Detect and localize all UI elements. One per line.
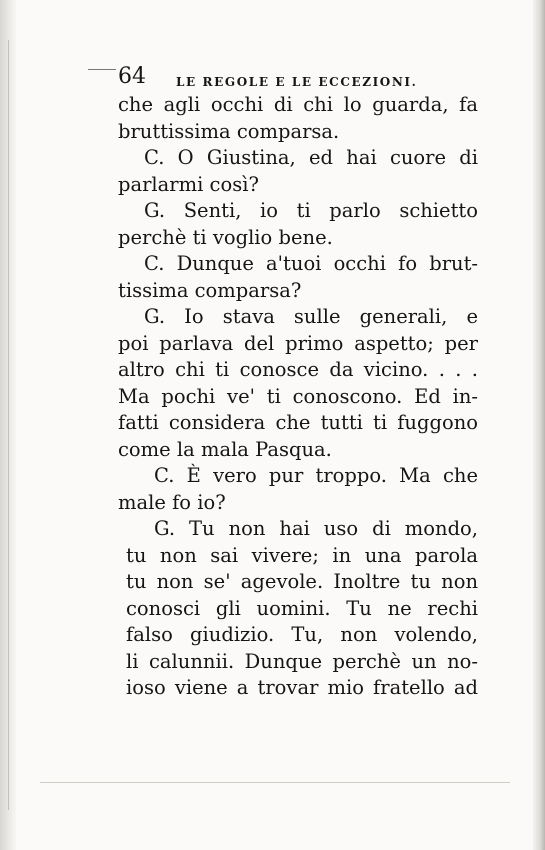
text-line: fatti considera che tutti ti fuggono bbox=[118, 411, 478, 434]
page-edge-shadow bbox=[533, 0, 545, 850]
text-line: li calunnii. Dunque perchè un no- bbox=[126, 649, 478, 673]
text-line: male fo io? bbox=[118, 490, 226, 514]
text-line: tu non sai vivere; in una parola bbox=[126, 543, 478, 567]
text-line: conosci gli uomini. Tu ne rechi bbox=[126, 596, 478, 620]
text-line: Ma pochi ve' ti conoscono. Ed in- bbox=[118, 384, 478, 408]
text-line: che agli occhi di chi lo guarda, fa bbox=[118, 93, 478, 116]
text-line: falso giudizio. Tu, non volendo, bbox=[126, 623, 478, 646]
text-line: C. Dunque a'tuoi occhi fo brut- bbox=[144, 252, 478, 275]
running-head bbox=[118, 63, 468, 93]
text-line: G. Io stava sulle generali, e bbox=[144, 305, 478, 328]
text-line: C. O Giustina, ed hai cuore di bbox=[144, 146, 478, 169]
gutter-line bbox=[8, 40, 9, 810]
text-line: bruttissima comparsa. bbox=[118, 119, 340, 143]
text-line: tissima comparsa? bbox=[118, 278, 302, 302]
text-line: ioso viene a trovar mio fratello ad bbox=[126, 676, 478, 699]
page-number: 64 bbox=[118, 64, 146, 89]
text-line: tu non se' agevole. Inoltre tu non bbox=[126, 570, 478, 593]
page-smudge bbox=[40, 782, 510, 783]
text-line: altro chi ti conosce da vicino. . . . bbox=[118, 358, 478, 381]
text-line: perchè ti voglio bene. bbox=[118, 225, 333, 249]
text-line: G. Tu non hai uso di mondo, bbox=[154, 517, 478, 540]
text-line: G. Senti, io ti parlo schietto bbox=[144, 199, 478, 222]
running-title: LE REGOLE E LE ECCEZIONI. bbox=[176, 75, 418, 89]
body-text bbox=[118, 92, 478, 702]
text-line: parlarmi così? bbox=[118, 172, 259, 196]
header-dash bbox=[88, 69, 116, 70]
text-line: C. È vero pur troppo. Ma che bbox=[154, 464, 478, 487]
text-line: come la mala Pasqua. bbox=[118, 437, 332, 461]
text-line: poi parlava del primo aspetto; per bbox=[118, 331, 478, 355]
